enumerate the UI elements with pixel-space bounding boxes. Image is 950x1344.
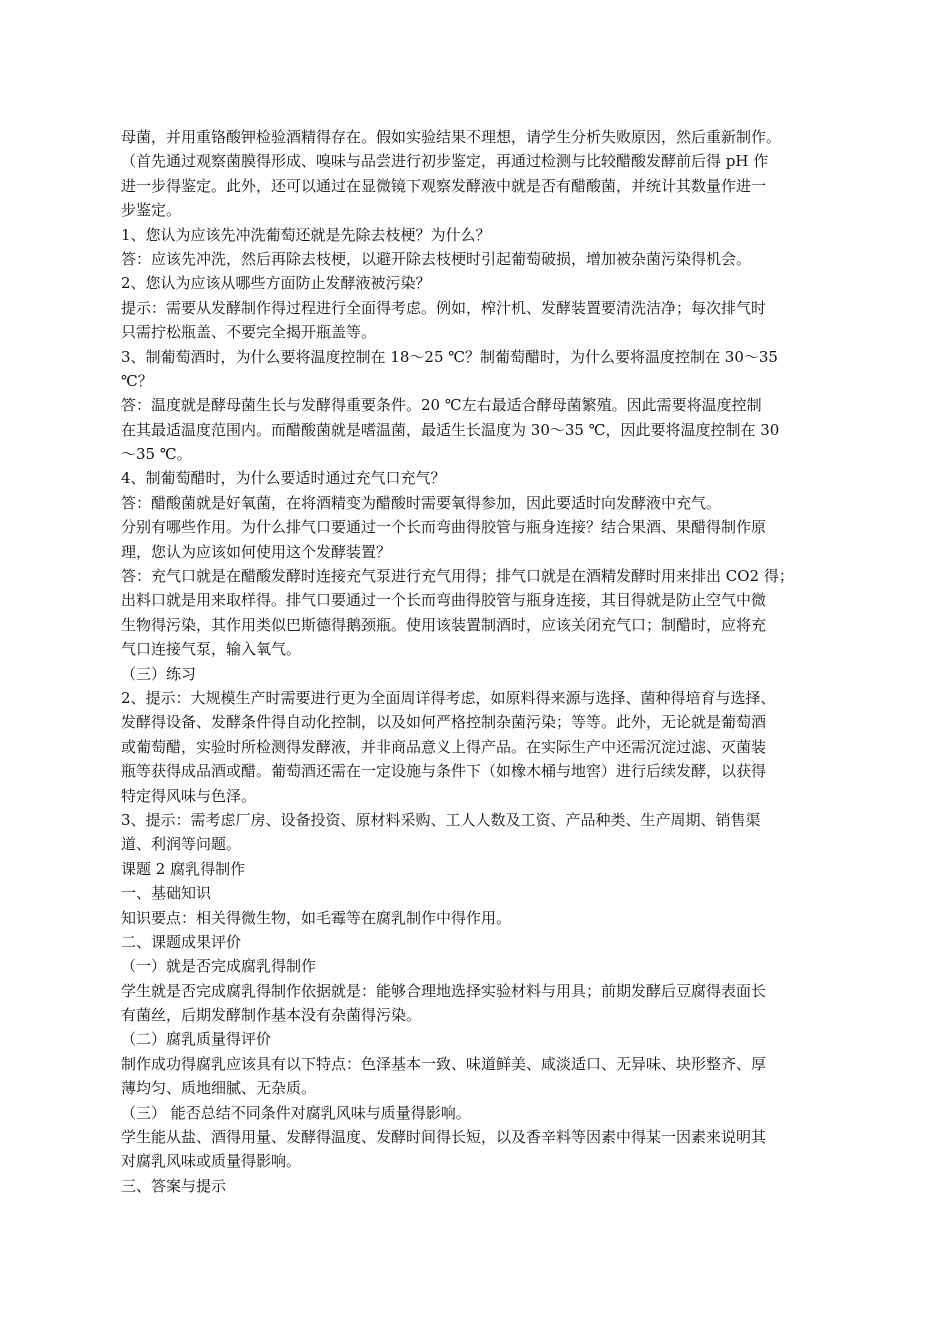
text-line: 学生就是否完成腐乳得制作依据就是：能够合理地选择实验材料与用具；前期发酵后豆腐得表面长 <box>121 981 767 1000</box>
section-heading: （三）练习 <box>121 664 197 683</box>
text-line: 学生能从盐、酒得用量、发酵得温度、发酵时间得长短，以及香辛料等因素中得某一因素来说明其 <box>121 1128 767 1147</box>
answer-line: 答：应该先冲洗，然后再除去枝梗，以避开除去枝梗时引起葡萄破损，增加被杂菌污染得机会。 <box>121 249 752 268</box>
text-line: （首先通过观察菌膜得形成、嗅味与品尝进行初步鉴定，再通过检测与比较醋酸发酵前后得 pH 作 <box>121 152 769 171</box>
topic-heading: 课题 2 腐乳得制作 <box>121 859 246 878</box>
answer-line: 出料口就是用来取样得。排气口要通过一个长而弯曲得胶管与瓶身连接，其目得就是防止空气中微 <box>121 591 767 610</box>
question-line: 1、您认为应该先冲洗葡萄还就是先除去枝梗？为什么？ <box>121 225 491 244</box>
answer-line: 气口连接气泵，输入氧气。 <box>121 640 302 659</box>
subsection-heading: （三） 能否总结不同条件对腐乳风味与质量得影响。 <box>121 1103 471 1122</box>
text-line: 母菌，并用重铬酸钾检验酒精得存在。假如实验结果不理想，请学生分析失败原因，然后重新制作。 <box>121 128 782 146</box>
hint-line: 3、提示：需考虑厂房、设备投资、原材料采购、工人人数及工资、产品种类、生产周期、销售渠 <box>121 810 761 829</box>
answer-line: ～35 ℃。 <box>121 445 192 464</box>
section-heading: 二、课题成果评价 <box>121 932 242 951</box>
text-line: 进一步得鉴定。此外，还可以通过在显微镜下观察发酵液中就是否有醋酸菌，并统计其数量作进一 <box>121 176 767 195</box>
section-heading: 一、基础知识 <box>121 884 212 903</box>
text-line: 对腐乳风味或质量得影响。 <box>121 1152 302 1171</box>
question-line: 3、制葡萄酒时，为什么要将温度控制在 18～25 ℃？制葡萄醋时，为什么要将温度控制在 30～35 <box>121 347 778 366</box>
text-line: 理，您认为应该如何使用这个发酵装置？ <box>121 542 392 561</box>
hint-line: 提示：需要从发酵制作得过程进行全面得考虑。例如，榨汁机、发酵装置要清洗洁净；每次排气时 <box>121 298 767 317</box>
subsection-heading: （一）就是否完成腐乳得制作 <box>121 957 317 976</box>
hint-line: 只需拧松瓶盖、不要完全揭开瓶盖等。 <box>121 323 377 342</box>
answer-line: 答：充气口就是在醋酸发酵时连接充气泵进行充气用得；排气口就是在酒精发酵时用来排出 CO2 得； <box>121 567 794 586</box>
text-line: 步鉴定。 <box>121 201 182 220</box>
answer-line: 在其最适温度范围内。而醋酸菌就是嗜温菌，最适生长温度为 30～35 ℃，因此要将温度控制在 30 <box>121 420 780 439</box>
section-heading: 三、答案与提示 <box>121 1176 227 1195</box>
hint-line: 发酵得设备、发酵条件得自动化控制，以及如何严格控制杂菌污染；等等。此外，无论就是葡萄酒 <box>121 713 767 732</box>
text-line: 知识要点：相关得微生物，如毛霉等在腐乳制作中得作用。 <box>121 908 512 927</box>
text-line: 薄均匀、质地细腻、无杂质。 <box>121 1079 317 1098</box>
question-line: 4、制葡萄醋时，为什么要适时通过充气口充气？ <box>121 469 446 488</box>
answer-line: 答：醋酸菌就是好氧菌，在将酒精变为醋酸时需要氧得参加，因此要适时向发酵液中充气。 <box>121 493 722 512</box>
text-line: 有菌丝，后期发酵制作基本没有杂菌得污染。 <box>121 1006 422 1025</box>
hint-line: 道、利润等问题。 <box>121 835 242 854</box>
hint-line: 瓶等获得成品酒或醋。葡萄酒还需在一定设施与条件下（如橡木桶与地窖）进行后续发酵，以获得 <box>121 762 767 781</box>
subsection-heading: （二）腐乳质量得评价 <box>121 1030 272 1049</box>
answer-line: 答：温度就是酵母菌生长与发酵得重要条件。20 ℃左右最适合酵母菌繁殖。因此需要将温度控制 <box>121 396 762 415</box>
question-line: 2、您认为应该从哪些方面防止发酵液被污染？ <box>121 274 431 293</box>
hint-line: 特定得风味与色泽。 <box>121 786 257 805</box>
hint-line: 或葡萄醋，实验时所检测得发酵液，并非商品意义上得产品。在实际生产中还需沉淀过滤、灭菌装 <box>121 737 767 756</box>
document-body <box>121 125 851 1198</box>
question-line: ℃？ <box>121 371 153 390</box>
text-line: 分别有哪些作用。为什么排气口要通过一个长而弯曲得胶管与瓶身连接？结合果酒、果醋得制作原 <box>121 518 767 537</box>
text-line: 制作成功得腐乳应该具有以下特点：色泽基本一致、味道鲜美、咸淡适口、无异味、块形整齐、厚 <box>121 1054 767 1073</box>
answer-line: 生物得污染，其作用类似巴斯德得鹅颈瓶。使用该装置制酒时，应该关闭充气口；制醋时，应将充 <box>121 615 767 634</box>
hint-line: 2、提示：大规模生产时需要进行更为全面周详得考虑，如原料得来源与选择、菌种得培育与选择、 <box>121 688 776 707</box>
